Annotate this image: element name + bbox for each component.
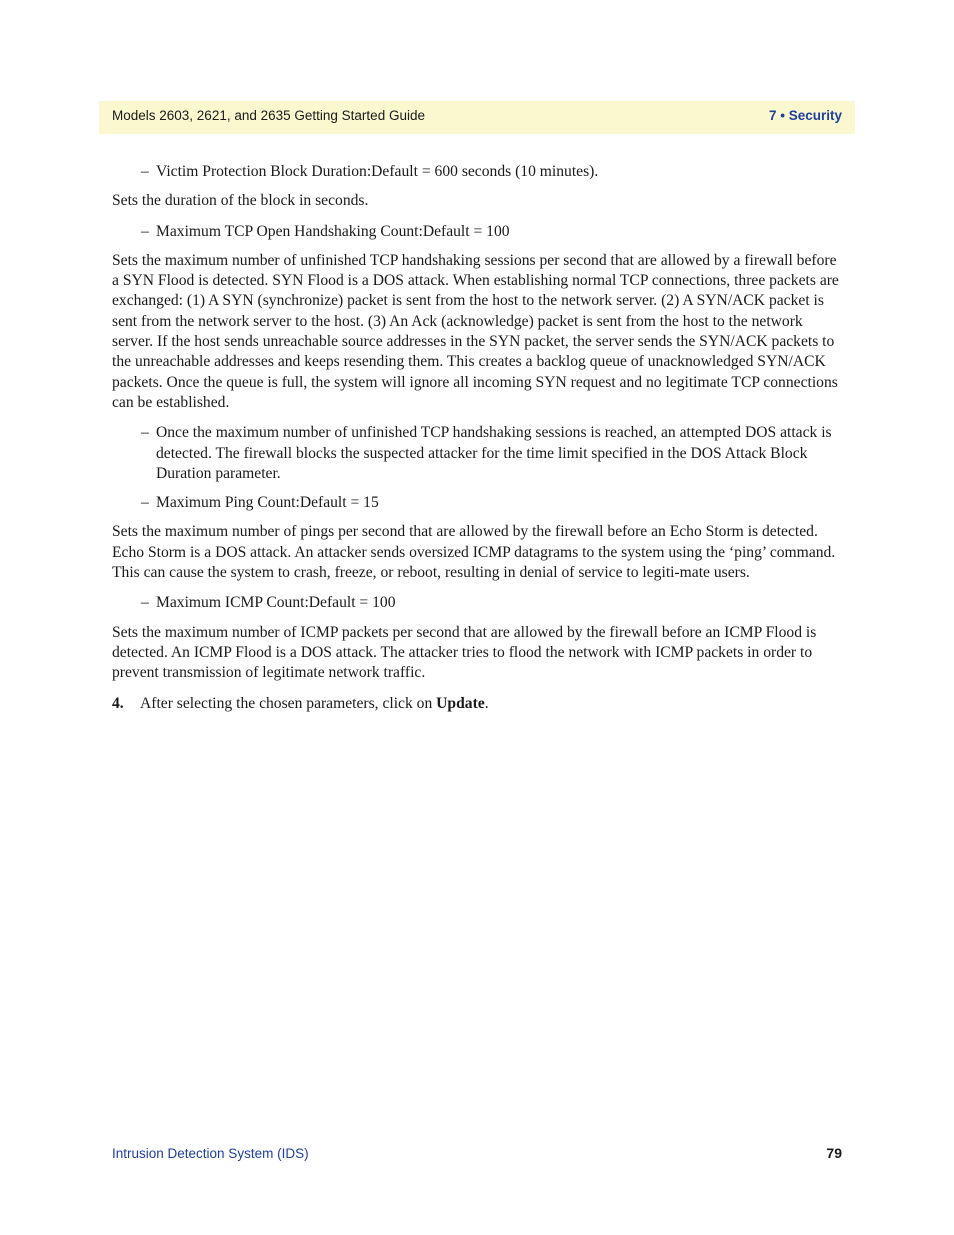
paragraph-block-duration: Sets the duration of the block in seconds.	[112, 192, 369, 210]
bullet-victim-protection	[112, 162, 842, 182]
dash-marker: –	[141, 424, 149, 442]
page-number: 79	[826, 1145, 842, 1161]
dash-marker: –	[141, 594, 149, 612]
guide-title: Models 2603, 2621, and 2635 Getting Started Guide	[112, 108, 425, 123]
bullet-tcp-handshaking	[112, 222, 842, 242]
paragraph-icmp-flood: Sets the maximum number of ICMP packets per second that are allowed by the firewall before an ICMP Flood is detected. An ICMP Flood is a DOS attack. The attacker tries to flood the network with ICMP packets in order to prevent transmission of legitimate network traffic.	[112, 623, 817, 682]
paragraph-echo-storm: Sets the maximum number of pings per second that are allowed by the firewall before an Echo Storm is detected. Echo Storm is a DOS attack. An attacker sends oversized ICMP datagrams to the system using the ‘ping’ command. This can cause the system to crash, freeze, or reboot, resulting in denial of service to legiti-mate users.	[112, 523, 836, 582]
step-text: After selecting the chosen parameters, click on	[140, 694, 437, 712]
bullet-text: Victim Protection Block Duration:Default = 600 seconds (10 minutes).	[156, 163, 599, 180]
step-4	[112, 694, 842, 714]
bullet-ping-count	[112, 493, 842, 513]
page-body	[112, 162, 842, 714]
dash-marker: –	[141, 163, 149, 180]
bullet-dos-detected	[112, 423, 842, 484]
bullet-text: Maximum TCP Open Handshaking Count:Default = 100	[156, 222, 510, 240]
chapter-section: 7 • Security	[768, 108, 842, 123]
bullet-text: Once the maximum number of unfinished TCP handshaking sessions is reached, an attempted DOS attack is detected. The firewall blocks the suspected attacker for the time limit specified in the DOS Attack Block Duration parameter.	[156, 424, 832, 482]
bullet-icmp-count	[112, 593, 842, 613]
dash-marker: –	[141, 494, 149, 512]
update-term: Update	[436, 694, 485, 712]
paragraph-syn-flood: Sets the maximum number of unfinished TCP handshaking sessions per second that are allowed by a firewall before a SYN Flood is detected. SYN Flood is a DOS attack. When establishing normal TCP connections, three packets are exchanged: (1) A SYN (synchronize) packet is sent from the host to the network server. (2) A SYN/ACK packet is sent from the network server to the host. (3) An Ack (acknowledge) packet is sent from the host to the network server. If the host sends unreachable source addresses in the SYN packet, the server sends the SYN/ACK packets to the unreachable addresses and keeps resending them. This creates a backlog queue of unacknowledged SYN/ACK packets. Once the queue is full, the system will ignore all incoming SYN request and no legitimate TCP connections can be established.	[112, 251, 839, 411]
bullet-text: Maximum ICMP Count:Default = 100	[156, 594, 396, 612]
bullet-text: Maximum Ping Count:Default = 15	[156, 494, 379, 512]
step-end: .	[484, 694, 489, 712]
dash-marker: –	[141, 222, 149, 240]
footer-section-title: Intrusion Detection System (IDS)	[112, 1146, 309, 1161]
running-header	[99, 101, 855, 134]
step-number: 4.	[112, 694, 124, 712]
